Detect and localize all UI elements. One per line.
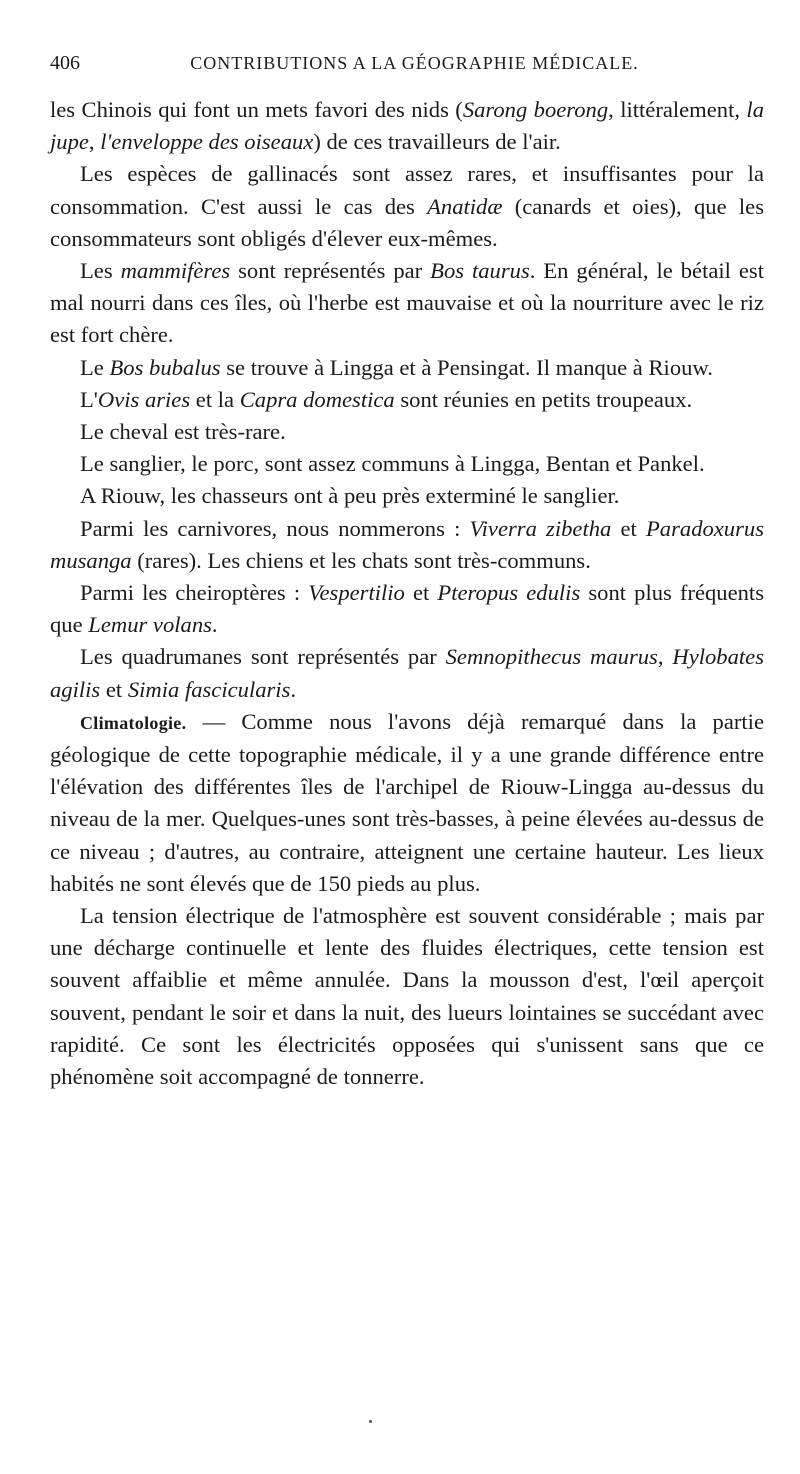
italic-term: Capra domestica (239, 386, 395, 412)
page-number: 406 (50, 52, 80, 74)
text-run: , littéralement, (608, 97, 747, 122)
italic-term: Viverra zibetha (469, 515, 612, 541)
text-run: Les espèces de gallinacés sont assez rares, et insuffisantes pour la consommation. C'est aussi le cas des (50, 161, 764, 219)
text-run: se trouve à Lingga et à Pensingat. Il manque à Riouw. (220, 354, 713, 380)
paragraph (50, 448, 764, 480)
text-run: les Chinois qui font un mets favori des nids ( (50, 97, 463, 122)
text-run: — Comme nous l'avons déjà remarqué dans la partie géologique de cette topographie médicale, il y a une grande différence entre l'élévation des différentes îles de l'archipel de Riouw-Lingga au-dessus du niveau de la mer. Quelques-unes sont très-basses, à peine élevées au-dessus de ce niveau ; d'autres, au contraire, atteignent une certaine hauteur. Les lieux habités ne sont élevés que de 150 pieds au plus. (50, 708, 764, 896)
text-run: Le cheval est très-rare. (80, 419, 286, 445)
text-run: (rares). Les chiens et les chats sont très-communs. (131, 547, 591, 573)
paragraph (50, 480, 764, 512)
italic-term: mammifères (120, 258, 231, 284)
text-run: , (657, 644, 673, 670)
text-run: , (88, 129, 101, 155)
section-heading: Climatologie. (80, 712, 187, 733)
text-run: et (404, 580, 438, 606)
paragraph (50, 416, 764, 448)
text-run: . (211, 612, 218, 638)
text-run: Les (80, 258, 121, 284)
paragraph (50, 513, 764, 577)
italic-term: Ovis aries (97, 386, 191, 412)
text-run: Le (80, 354, 110, 380)
page-header (50, 52, 764, 92)
italic-term: l'enveloppe des oiseaux (100, 129, 314, 155)
paragraph (50, 900, 764, 1093)
text-run: Parmi les carnivores, nous nommerons : (80, 515, 470, 541)
italic-term: Sarong boerong (462, 97, 609, 122)
body-text (50, 94, 764, 1093)
text-run: sont représentés par (230, 258, 431, 284)
italic-term: Paradoxurus musanga (50, 515, 764, 573)
paragraph (50, 255, 764, 352)
italic-term: Pteropus edulis (437, 580, 581, 606)
text-run: Parmi les cheiroptères : (80, 580, 309, 606)
section-paragraph (50, 706, 764, 900)
italic-term: Anatidæ (427, 193, 503, 219)
page-mark (369, 1420, 372, 1423)
italic-term: Vespertilio (308, 580, 405, 606)
text-run: . En général, le bétail est mal nourri dans ces îles, où l'herbe est mauvaise et où la nourriture avec le riz est fort chère. (50, 258, 764, 348)
text-run: A Riouw, les chasseurs ont à peu près exterminé le sanglier. (80, 483, 620, 509)
document-page (50, 52, 764, 1093)
italic-term: la jupe (50, 97, 764, 155)
running-head: CONTRIBUTIONS A LA GÉOGRAPHIE MÉDICALE. (190, 53, 639, 73)
text-run: (canards et oies), que les consommateurs sont obligés d'élever eux-mêmes. (50, 193, 764, 251)
paragraph (50, 384, 764, 416)
paragraph (50, 158, 764, 255)
italic-term: Lemur volans (88, 612, 212, 638)
italic-term: Bos taurus (430, 258, 530, 284)
text-run: et (611, 515, 646, 541)
text-run: et (100, 676, 128, 702)
paragraph (50, 577, 764, 641)
text-run: sont réunies en petits troupeaux. (394, 386, 693, 412)
paragraph (50, 641, 764, 705)
text-run: . (290, 676, 297, 702)
italic-term: Hylobates agilis (50, 644, 764, 702)
paragraph (50, 94, 764, 158)
text-run: L' (80, 386, 98, 412)
text-run: sont plus fréquents que (50, 580, 764, 638)
text-run: Le sanglier, le porc, sont assez communs à Lingga, Bentan et Pankel. (80, 451, 705, 477)
text-run: La tension électrique de l'atmosphère est souvent considérable ; mais par une décharge continuelle et lente des fluides électriques, cette tension est souvent affaiblie et même annulée. Dans la mousson d'est, l'œil aperçoit souvent, pendant le soir et dans la nuit, des lueurs lointaines se succédant avec rapidité. Ce sont les électricités opposées qui s'unissent sans que ce phénomène soit accompagné de tonnerre. (50, 903, 764, 1090)
italic-term: Semnopithecus maurus (445, 644, 658, 670)
paragraph (50, 352, 764, 384)
italic-term: Bos bubalus (109, 354, 221, 380)
text-run: et la (190, 386, 240, 412)
text-run: Les quadrumanes sont représentés par (80, 644, 446, 670)
italic-term: Simia fascicularis (127, 676, 291, 702)
text-run: ) de ces travailleurs de l'air. (313, 129, 561, 155)
